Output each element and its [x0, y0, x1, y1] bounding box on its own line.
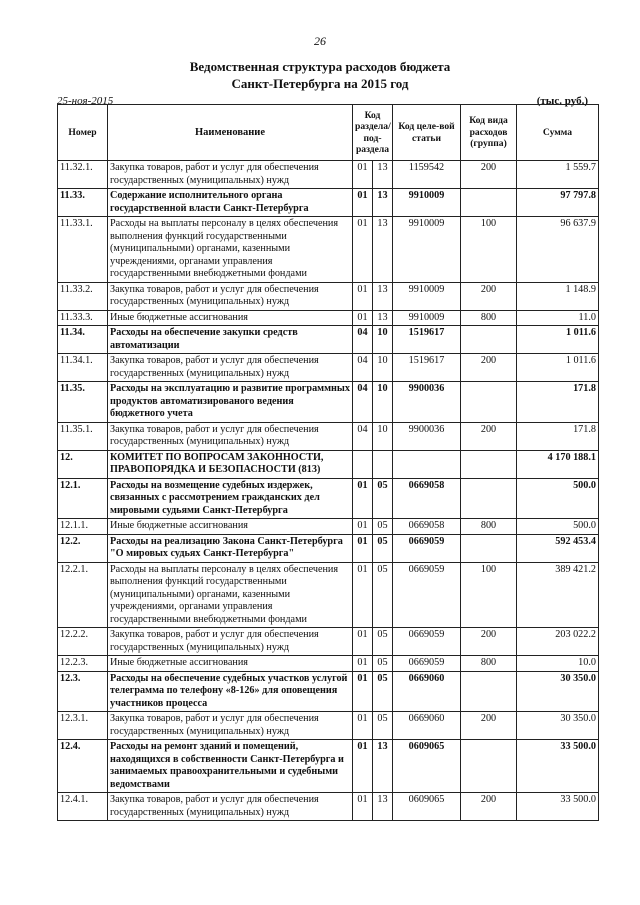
table-row [58, 656, 599, 672]
cell-name: Расходы на выплаты персоналу в целях обеспечения выполнения функций государственными (муниципальными) органами, казенными учреждениями, органами управления государственными внебюджетными фондами [108, 562, 353, 628]
cell-name: Иные бюджетные ассигнования [108, 519, 353, 535]
cell-name: Расходы на обеспечение судебных участков услугой телеграмма по телефону «8-126» для оповещения участников процесса [108, 671, 353, 712]
cell-expense-kind: 200 [461, 282, 517, 310]
cell-subsection: 05 [373, 628, 393, 656]
cell-expense-kind: 100 [461, 217, 517, 283]
cell-number: 12.3.1. [58, 712, 108, 740]
table-row [58, 422, 599, 450]
table-row [58, 282, 599, 310]
cell-amount: 33 500.0 [517, 793, 599, 821]
cell-section: 01 [353, 671, 373, 712]
cell-section: 04 [353, 326, 373, 354]
cell-amount: 389 421.2 [517, 562, 599, 628]
table-row [58, 534, 599, 562]
table-row [58, 740, 599, 793]
budget-table [57, 104, 599, 821]
cell-subsection [373, 450, 393, 478]
cell-expense-kind: 200 [461, 793, 517, 821]
cell-expense-kind: 100 [461, 562, 517, 628]
cell-subsection: 05 [373, 478, 393, 519]
cell-target-code: 0669060 [393, 671, 461, 712]
cell-amount: 10.0 [517, 656, 599, 672]
cell-subsection: 05 [373, 656, 393, 672]
table-row [58, 793, 599, 821]
cell-expense-kind: 200 [461, 422, 517, 450]
cell-section: 01 [353, 478, 373, 519]
cell-expense-kind: 800 [461, 310, 517, 326]
cell-number: 11.33. [58, 189, 108, 217]
cell-section: 04 [353, 354, 373, 382]
cell-target-code: 9910009 [393, 217, 461, 283]
cell-number: 11.33.3. [58, 310, 108, 326]
cell-target-code: 1159542 [393, 161, 461, 189]
cell-target-code: 0669059 [393, 656, 461, 672]
cell-section: 01 [353, 628, 373, 656]
cell-number: 12.2.3. [58, 656, 108, 672]
cell-amount: 30 350.0 [517, 671, 599, 712]
document-title [0, 58, 640, 92]
table-row [58, 217, 599, 283]
cell-amount: 592 453.4 [517, 534, 599, 562]
cell-section: 01 [353, 310, 373, 326]
cell-expense-kind [461, 326, 517, 354]
cell-target-code [393, 450, 461, 478]
table-row [58, 628, 599, 656]
cell-subsection: 13 [373, 310, 393, 326]
cell-section: 01 [353, 793, 373, 821]
units-label: (тыс. руб.) [536, 95, 588, 107]
cell-subsection: 10 [373, 422, 393, 450]
cell-subsection: 13 [373, 740, 393, 793]
cell-target-code: 1519617 [393, 354, 461, 382]
cell-number: 11.34.1. [58, 354, 108, 382]
cell-number: 12.1.1. [58, 519, 108, 535]
table-row [58, 519, 599, 535]
cell-section: 01 [353, 217, 373, 283]
table-body [58, 161, 599, 821]
cell-amount: 171.8 [517, 422, 599, 450]
cell-amount: 4 170 188.1 [517, 450, 599, 478]
table-row [58, 671, 599, 712]
cell-name: Расходы на реализацию Закона Санкт-Петербурга "О мировых судьях Санкт-Петербурга" [108, 534, 353, 562]
cell-section: 01 [353, 740, 373, 793]
cell-amount: 500.0 [517, 478, 599, 519]
header-kind: Код вида расходов (группа) [461, 105, 517, 161]
cell-subsection: 05 [373, 534, 393, 562]
cell-number: 12.4.1. [58, 793, 108, 821]
cell-name: Закупка товаров, работ и услуг для обеспечения государственных (муниципальных) нужд [108, 793, 353, 821]
cell-expense-kind [461, 382, 517, 423]
cell-target-code: 9910009 [393, 310, 461, 326]
cell-expense-kind: 200 [461, 354, 517, 382]
cell-subsection: 10 [373, 382, 393, 423]
cell-target-code: 9910009 [393, 282, 461, 310]
cell-name: Расходы на обеспечение закупки средств автоматизации [108, 326, 353, 354]
cell-number: 12.2.2. [58, 628, 108, 656]
cell-section: 04 [353, 382, 373, 423]
cell-amount: 30 350.0 [517, 712, 599, 740]
cell-name: Закупка товаров, работ и услуг для обеспечения государственных (муниципальных) нужд [108, 712, 353, 740]
cell-subsection: 13 [373, 189, 393, 217]
title-line-2: Санкт-Петербурга на 2015 год [231, 76, 409, 91]
cell-expense-kind [461, 189, 517, 217]
cell-amount: 203 022.2 [517, 628, 599, 656]
table-row [58, 189, 599, 217]
cell-amount: 1 559.7 [517, 161, 599, 189]
cell-number: 12.1. [58, 478, 108, 519]
table-row [58, 354, 599, 382]
cell-name: Расходы на ремонт зданий и помещений, находящихся в собственности Санкт-Петербурга и занимаемых правоохранительными и судебными ведомствами [108, 740, 353, 793]
cell-target-code: 9910009 [393, 189, 461, 217]
cell-name: Закупка товаров, работ и услуг для обеспечения государственных (муниципальных) нужд [108, 354, 353, 382]
cell-number: 11.34. [58, 326, 108, 354]
cell-section: 01 [353, 562, 373, 628]
cell-number: 11.32.1. [58, 161, 108, 189]
cell-name: Расходы на выплаты персоналу в целях обеспечения выполнения функций государственными (муниципальными) органами, казенными учреждениями, органами управления государственными внебюджетными фондами [108, 217, 353, 283]
cell-amount: 11.0 [517, 310, 599, 326]
cell-name: Закупка товаров, работ и услуг для обеспечения государственных (муниципальных) нужд [108, 282, 353, 310]
header-target: Код целе-вой статьи [393, 105, 461, 161]
cell-target-code: 0669059 [393, 562, 461, 628]
table-row [58, 326, 599, 354]
cell-section: 01 [353, 282, 373, 310]
cell-subsection: 10 [373, 354, 393, 382]
cell-section: 04 [353, 422, 373, 450]
table-row [58, 310, 599, 326]
cell-expense-kind [461, 740, 517, 793]
cell-amount: 1 148.9 [517, 282, 599, 310]
cell-name: Закупка товаров, работ и услуг для обеспечения государственных (муниципальных) нужд [108, 628, 353, 656]
cell-subsection: 13 [373, 282, 393, 310]
cell-expense-kind: 200 [461, 628, 517, 656]
cell-number: 12.4. [58, 740, 108, 793]
cell-expense-kind [461, 478, 517, 519]
cell-number: 12.2.1. [58, 562, 108, 628]
header-name: Наименование [108, 105, 353, 161]
cell-number: 11.33.1. [58, 217, 108, 283]
cell-amount: 1 011.6 [517, 354, 599, 382]
cell-subsection: 05 [373, 712, 393, 740]
cell-section: 01 [353, 519, 373, 535]
cell-number: 11.35.1. [58, 422, 108, 450]
cell-number: 12.2. [58, 534, 108, 562]
cell-target-code: 0669059 [393, 628, 461, 656]
cell-subsection: 05 [373, 519, 393, 535]
cell-name: КОМИТЕТ ПО ВОПРОСАМ ЗАКОННОСТИ, ПРАВОПОРЯДКА И БЕЗОПАСНОСТИ (813) [108, 450, 353, 478]
table-row [58, 478, 599, 519]
cell-target-code: 0669058 [393, 478, 461, 519]
cell-target-code: 1519617 [393, 326, 461, 354]
cell-name: Расходы на эксплуатацию и развитие программных продуктов автоматизированого ведения бюджетного учета [108, 382, 353, 423]
cell-expense-kind [461, 534, 517, 562]
cell-expense-kind [461, 671, 517, 712]
cell-subsection: 05 [373, 671, 393, 712]
cell-expense-kind: 800 [461, 656, 517, 672]
cell-name: Расходы на возмещение судебных издержек, связанных с рассмотрением гражданских дел мировыми судьями Санкт-Петербурга [108, 478, 353, 519]
cell-name: Содержание исполнительного органа государственной власти Санкт-Петербурга [108, 189, 353, 217]
cell-section: 01 [353, 161, 373, 189]
cell-target-code: 9900036 [393, 422, 461, 450]
cell-amount: 33 500.0 [517, 740, 599, 793]
cell-name: Иные бюджетные ассигнования [108, 310, 353, 326]
cell-target-code: 9900036 [393, 382, 461, 423]
cell-amount: 500.0 [517, 519, 599, 535]
cell-subsection: 13 [373, 217, 393, 283]
table-row [58, 382, 599, 423]
table-header-row [58, 105, 599, 161]
cell-section: 01 [353, 534, 373, 562]
cell-amount: 96 637.9 [517, 217, 599, 283]
cell-name: Иные бюджетные ассигнования [108, 656, 353, 672]
header-section: Код раздела/ под-раздела [353, 105, 393, 161]
cell-target-code: 0609065 [393, 793, 461, 821]
cell-section: 01 [353, 712, 373, 740]
cell-expense-kind: 200 [461, 712, 517, 740]
document-date: 25-ноя-2015 [57, 95, 114, 107]
cell-target-code: 0669058 [393, 519, 461, 535]
cell-subsection: 05 [373, 562, 393, 628]
header-sum: Сумма [517, 105, 599, 161]
cell-amount: 97 797.8 [517, 189, 599, 217]
cell-subsection: 13 [373, 793, 393, 821]
cell-target-code: 0669060 [393, 712, 461, 740]
table-row [58, 712, 599, 740]
cell-name: Закупка товаров, работ и услуг для обеспечения государственных (муниципальных) нужд [108, 161, 353, 189]
cell-section: 01 [353, 656, 373, 672]
cell-number: 11.33.2. [58, 282, 108, 310]
cell-target-code: 0609065 [393, 740, 461, 793]
cell-subsection: 10 [373, 326, 393, 354]
cell-target-code: 0669059 [393, 534, 461, 562]
cell-number: 11.35. [58, 382, 108, 423]
cell-section: 01 [353, 189, 373, 217]
cell-name: Закупка товаров, работ и услуг для обеспечения государственных (муниципальных) нужд [108, 422, 353, 450]
table-row [58, 161, 599, 189]
table-row [58, 450, 599, 478]
cell-expense-kind: 800 [461, 519, 517, 535]
cell-section [353, 450, 373, 478]
cell-subsection: 13 [373, 161, 393, 189]
cell-expense-kind [461, 450, 517, 478]
header-number: Номер [58, 105, 108, 161]
title-line-1: Ведомственная структура расходов бюджета [189, 59, 451, 74]
cell-expense-kind: 200 [461, 161, 517, 189]
cell-number: 12. [58, 450, 108, 478]
page-number: 26 [314, 34, 326, 48]
table-row [58, 562, 599, 628]
cell-number: 12.3. [58, 671, 108, 712]
cell-amount: 171.8 [517, 382, 599, 423]
cell-amount: 1 011.6 [517, 326, 599, 354]
